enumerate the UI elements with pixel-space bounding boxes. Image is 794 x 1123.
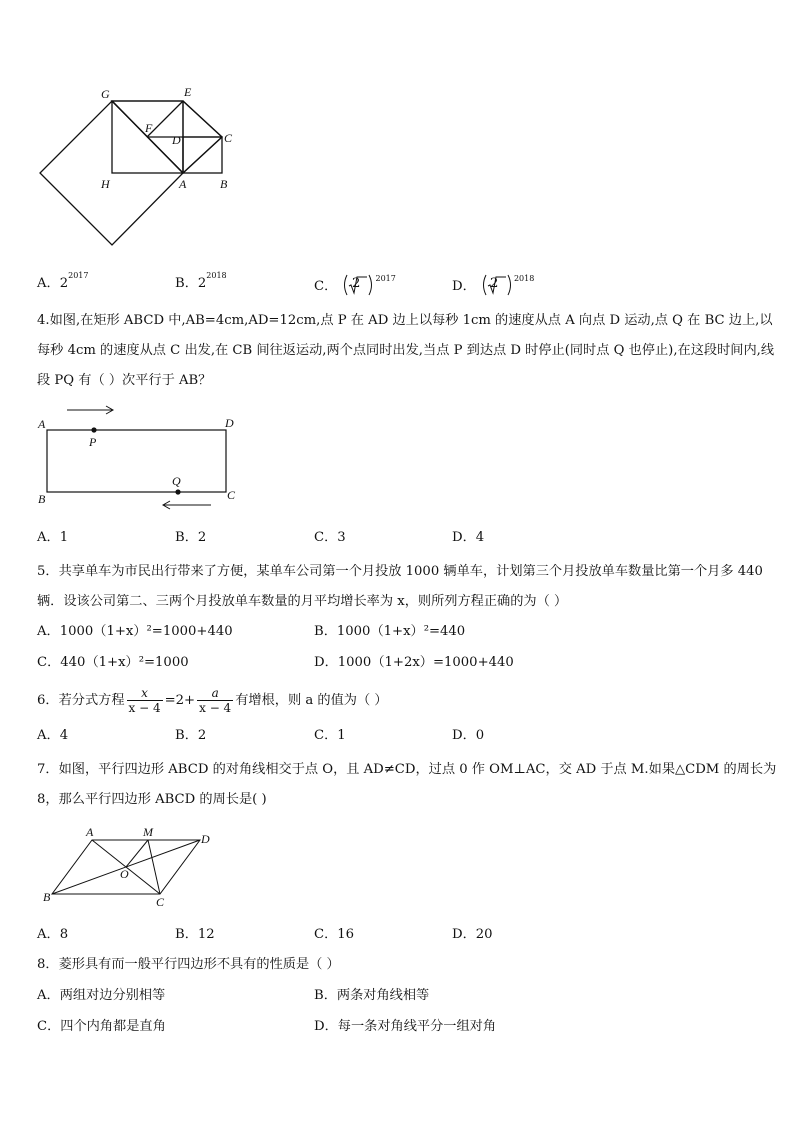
q7-option-d: D．20 [452, 927, 493, 942]
fig2-label-B: B [38, 492, 46, 506]
q3-option-b: B．$2^{2018}$ [175, 271, 227, 291]
q6-question: 6．若分式方程 $\frac{x}{x - 4}$ =2+ $\frac{a}{x - 4}$ 有增根，则 a 的值为（ ） [37, 686, 388, 715]
q8-option-a: A．两组对边分别相等 [37, 988, 166, 1003]
q5-option-a: A．1000（1+x）²=1000+440 [37, 624, 233, 639]
fig3-label-C: C [156, 895, 165, 909]
q8-option-c: C．四个内角都是直角 [37, 1019, 166, 1034]
q6-option-d: D．0 [452, 728, 485, 743]
fig2-label-C: C [227, 488, 236, 502]
fig1-label-F: F [145, 121, 153, 135]
fig2-label-P: P [89, 435, 97, 449]
q3-option-d: D． 2 $^{2018}$ [452, 273, 534, 298]
q6-option-b: B．2 [175, 728, 207, 743]
fig3-label-D: D [201, 832, 210, 846]
fig1-label-G: G [101, 87, 110, 101]
q6-fraction-2: $\frac{a}{x - 4}$ [199, 686, 232, 715]
fig3-label-A: A [86, 825, 94, 839]
fig3-label-B: B [43, 890, 51, 904]
fig1-label-A: A [179, 177, 187, 191]
fig3-label-O: O [120, 867, 129, 881]
q3-option-c: C． 2 $^{2017}$ [314, 273, 396, 298]
q4-question: 4.如图,在矩形 ABCD 中,AB=4cm,AD=12cm,点 P 在 AD 边上以每秒 1cm 的速度从点 A 向点 D 运动,点 Q 在 BC 边上,以每秒 4cm 的速度从点 C 出发,在 CB 间往返运动,两个点同时出发,当点 P 到达点 D 时停止(同时点 Q 也停止),在这段时间内,线段 PQ 有（ ）次平行于 AB？ [37, 313, 775, 388]
q4-option-b: B．2 [175, 530, 207, 545]
fig3-label-M: M [143, 825, 153, 839]
fig2-label-Q: Q [172, 474, 181, 488]
point-p [91, 427, 96, 432]
point-q [175, 489, 180, 494]
q4-option-c: C．3 [314, 530, 346, 545]
q7-question: 7．如图，平行四边形 ABCD 的对角线相交于点 O，且 AD≠CD，过点 0 作 OM⊥AC，交 AD 于点 M.如果△CDM 的周长为 8，那么平行四边形 ABCD 的周长是( ) [37, 762, 777, 807]
fig1-label-E: E [184, 85, 192, 99]
q8-question: 8．菱形具有而一般平行四边形不具有的性质是（ ） [37, 957, 340, 972]
figure-rectangle-pq [35, 400, 245, 515]
q3-option-a: A．$2^{2017}$ [37, 271, 89, 291]
q5-question: 5．共享单车为市民出行带来了方便，某单车公司第一个月投放 1000 辆单车，计划第三个月投放单车数量比第一个月多 440 辆．设该公司第二、三两个月投放单车数量的月平均增长率为 x，则所列方程正确的为（ ） [37, 564, 763, 609]
q5-option-b: B．1000（1+x）²=440 [314, 624, 466, 639]
q6-fraction-1: $\frac{x}{x - 4}$ [128, 686, 161, 715]
fig1-label-D: D [172, 133, 181, 147]
q5-option-d: D．1000（1+2x）=1000+440 [314, 655, 514, 670]
q6-option-c: C．1 [314, 728, 346, 743]
q8-option-b: B．两条对角线相等 [314, 988, 430, 1003]
figure-squares [30, 80, 250, 255]
fig2-label-D: D [225, 416, 234, 430]
q7-option-c: C．16 [314, 927, 355, 942]
q4-option-a: A．1 [37, 530, 69, 545]
fig1-label-C: C [224, 131, 233, 145]
q7-option-b: B．12 [175, 927, 215, 942]
figure-parallelogram [38, 822, 218, 910]
fig1-label-B: B [220, 177, 228, 191]
q7-option-a: A．8 [37, 927, 69, 942]
fig2-label-A: A [38, 417, 46, 431]
q8-option-d: D．每一条对角线平分一组对角 [314, 1019, 497, 1034]
q4-option-d: D．4 [452, 530, 485, 545]
q5-option-c: C．440（1+x）²=1000 [37, 655, 189, 670]
q6-option-a: A．4 [37, 728, 69, 743]
fig1-label-H: H [101, 177, 110, 191]
